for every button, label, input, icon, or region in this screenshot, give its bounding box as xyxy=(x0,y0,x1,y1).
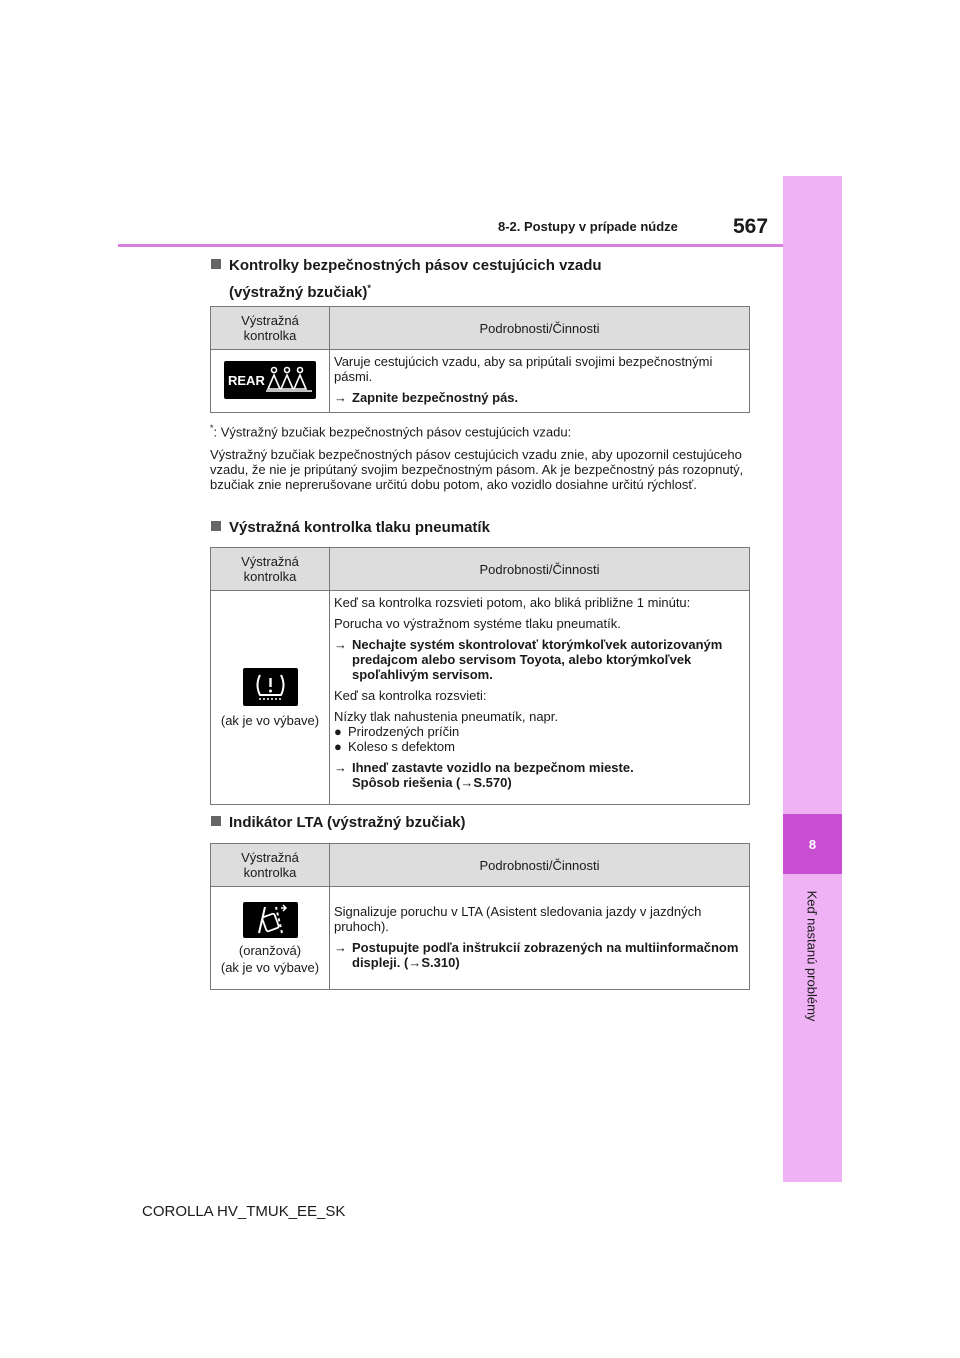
arrow-icon: → xyxy=(334,940,347,955)
tire-pressure-table xyxy=(210,547,750,805)
heading-line1: Kontrolky bezpečnostných pásov cestujúcich vzadu xyxy=(229,257,602,274)
col-header-indicator: Výstražná kontrolka xyxy=(211,844,330,887)
action-line xyxy=(334,760,745,790)
warning-description: Varuje cestujúcich vzadu, aby sa pripútali svojimi bezpečnostnými pásmi. xyxy=(334,354,713,384)
detail-text: Porucha vo výstražnom systéme tlaku pneumatík. xyxy=(334,616,621,631)
rear-icon-text: REAR xyxy=(228,372,265,388)
table-row xyxy=(211,887,750,990)
action-text: Spôsob riešenia (→S.570) xyxy=(352,775,512,790)
list-item xyxy=(334,739,745,754)
footnote-mark: * xyxy=(210,423,214,433)
arrow-icon: → xyxy=(334,637,347,652)
col-header-details: Podrobnosti/Činnosti xyxy=(330,548,750,591)
seatbelt-warning-table xyxy=(210,306,750,413)
details-cell xyxy=(330,350,750,413)
footnote xyxy=(210,421,755,439)
detail-text: Keď sa kontrolka rozsvieti potom, ako bliká približne 1 minútu: xyxy=(334,595,691,610)
rear-seatbelt-reminder-icon xyxy=(224,361,316,399)
indicator-cell xyxy=(211,350,330,413)
action-text: Postupujte podľa inštrukcií zobrazených na multiinformačnom displeji. (→S.310) xyxy=(352,940,739,970)
action-line xyxy=(334,637,745,682)
heading-square-marker xyxy=(211,521,221,531)
header-section-title: 8-2. Postupy v prípade núdze xyxy=(498,219,678,234)
list-item xyxy=(334,724,745,739)
action-text: Nechajte systém skontrolovať ktorýmkoľvek autorizovaným predajcom alebo servisom Toyota, alebo ktorýmkoľvek spoľahlivým servisom. xyxy=(352,637,723,682)
col-header-indicator: Výstražná kontrolka xyxy=(211,548,330,591)
details-cell xyxy=(330,887,750,990)
table-header-row xyxy=(211,548,750,591)
bullet-icon: ● xyxy=(334,724,342,739)
section-heading-seatbelt xyxy=(211,255,602,304)
arrow-icon: → xyxy=(334,390,347,405)
icon-caption: (ak je vo výbave) xyxy=(220,712,320,728)
detail-text: Keď sa kontrolka rozsvieti: xyxy=(334,688,487,703)
col-header-details: Podrobnosti/Činnosti xyxy=(330,307,750,350)
bullet-icon: ● xyxy=(334,739,342,754)
table-row xyxy=(211,350,750,413)
chapter-title: Keď nastanú problémy xyxy=(804,890,820,1022)
chapter-side-tab xyxy=(783,176,842,1182)
body-paragraph: Výstražný bzučiak bezpečnostných pásov cestujúcich vzadu znie, aby upozornil cestujúceho vzadu, že nie je pripútaný svojim bezpečnostným pásom. Ak je bezpečnostný pás rozopnutý, bzučiak znie neprerušovane určitú dobu potom, ako vozidlo dosiahne určitú rýchlosť. xyxy=(210,447,744,492)
heading-text: Výstražná kontrolka tlaku pneumatík xyxy=(229,519,490,536)
warning-description: Signalizuje poruchu v LTA (Asistent sledovania jazdy v jazdných pruhoch). xyxy=(334,904,702,934)
footer-document-code: COROLLA HV_TMUK_EE_SK xyxy=(142,1203,346,1220)
details-cell xyxy=(330,591,750,805)
list-item-text: Prirodzených príčin xyxy=(348,724,460,739)
cause-list xyxy=(334,709,745,754)
heading-line2: (výstražný bzučiak) xyxy=(229,284,368,301)
arrow-icon: → xyxy=(334,760,347,775)
col-header-indicator: Výstražná kontrolka xyxy=(211,307,330,350)
action-text: Zapnite bezpečnostný pás. xyxy=(352,390,519,405)
table-header-row xyxy=(211,307,750,350)
lane-tracing-assist-icon xyxy=(243,902,298,938)
section-heading-lta xyxy=(211,812,465,834)
table-row xyxy=(211,591,750,805)
icon-caption: (ak je vo výbave) xyxy=(220,959,320,975)
list-item-text: Koleso s defektom xyxy=(348,739,455,754)
action-text: Ihneď zastavte vozidlo na bezpečnom mieste. xyxy=(352,760,634,775)
heading-square-marker xyxy=(211,259,221,269)
header-rule xyxy=(118,244,783,247)
detail-text: Nízky tlak nahustenia pneumatík, napr. xyxy=(334,709,559,724)
chapter-number: 8 xyxy=(783,814,842,874)
section-heading-tire-pressure xyxy=(211,517,490,539)
heading-text: Indikátor LTA (výstražný bzučiak) xyxy=(229,814,466,831)
page-number: 567 xyxy=(733,215,769,238)
heading-square-marker xyxy=(211,816,221,826)
indicator-cell xyxy=(211,591,330,805)
footnote-text: : Výstražný bzučiak bezpečnostných pásov cestujúcich vzadu: xyxy=(213,424,572,440)
lta-table xyxy=(210,843,750,990)
heading-footnote-mark: * xyxy=(367,283,371,293)
col-header-details: Podrobnosti/Činnosti xyxy=(330,844,750,887)
icon-caption: (oranžová) xyxy=(238,942,302,958)
action-line xyxy=(334,390,745,405)
table-header-row xyxy=(211,844,750,887)
tire-pressure-warning-icon xyxy=(243,668,298,706)
indicator-cell xyxy=(211,887,330,990)
action-line xyxy=(334,940,745,970)
